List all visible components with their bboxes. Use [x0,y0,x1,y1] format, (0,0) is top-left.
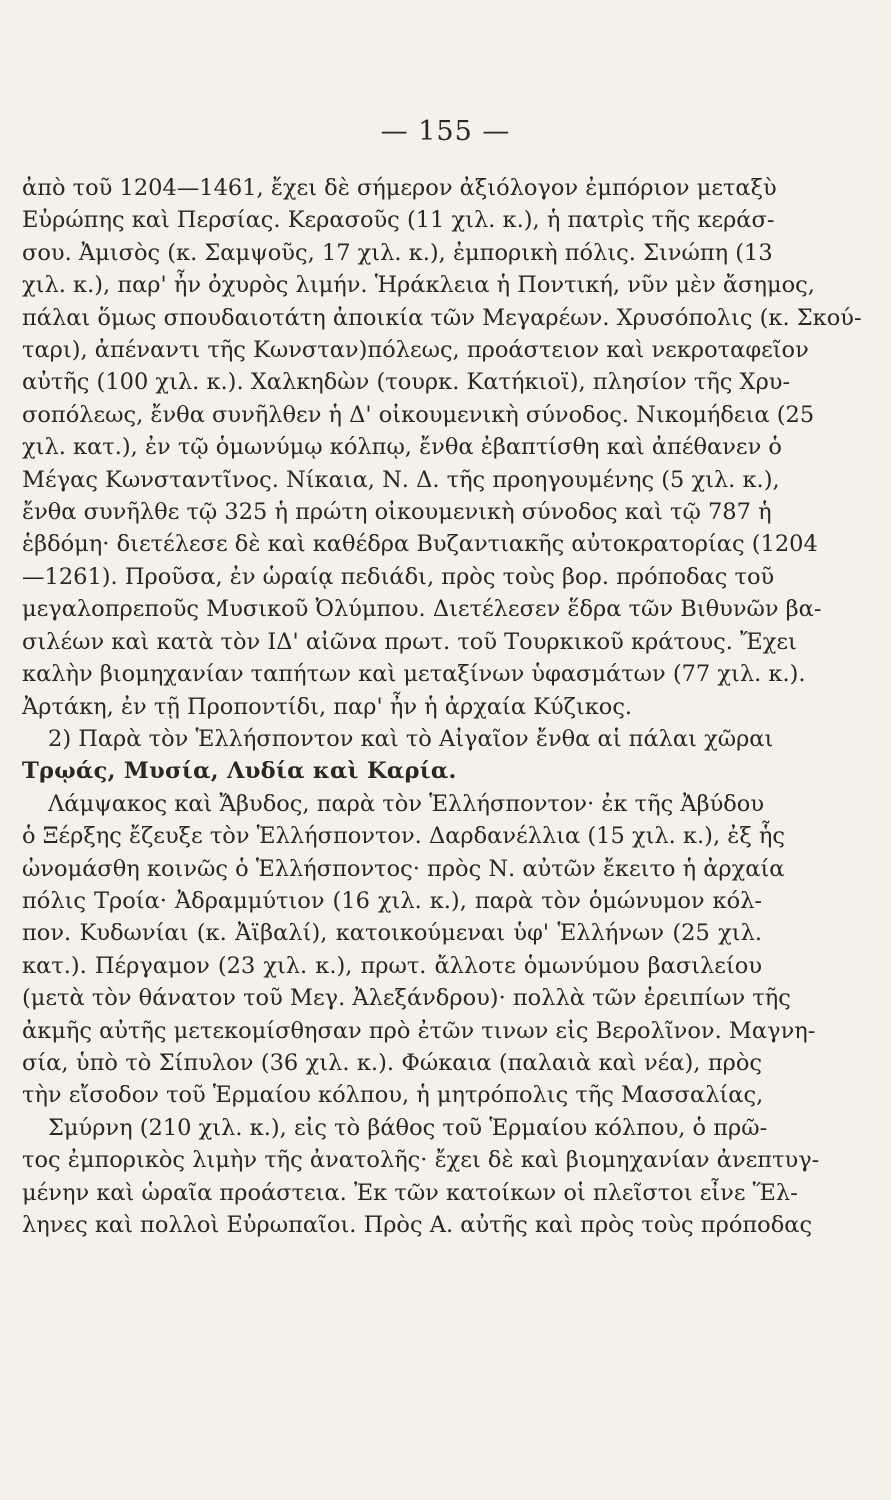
text-line: μένην καὶ ὡραῖα προάστεια. Ἐκ τῶν κατοίκων οἱ πλεῖστοι εἶνε Ἕλ- [22,1179,798,1206]
text-line: πον. Κυδωνίαι (κ. Ἀϊβαλί), κατοικούμεναι ὑφ' Ἑλλήνων (25 χιλ. [22,920,762,947]
text-line: αὐτῆς (100 χιλ. κ.). Χαλκηδὼν (τουρκ. Κατήκιοϊ), πλησίον τῆς Χρυ- [22,369,791,396]
text-line: (μετὰ τὸν θάνατον τοῦ Μεγ. Ἀλεξάνδρου)· πολλὰ τῶν ἐρειπίων τῆς [22,985,791,1012]
text-line: χιλ. κ.), παρ' ἦν ὀχυρὸς λιμήν. Ἡράκλεια ἡ Ποντική, νῦν μὲν ἄσημος, [22,272,815,299]
text-line: ἀκμῆς αὐτῆς μετεκομίσθησαν πρὸ ἐτῶν τινων εἰς Βερολῖνον. Μαγνη- [22,1017,816,1044]
text-line: ἀπὸ τοῦ 1204—1461, ἔχει δὲ σήμερον ἀξιόλογον ἐμπόριον μεταξὺ [22,175,777,201]
text-line: ὁ Ξέρξης ἔζευξε τὸν Ἑλλήσποντον. Δαρδανέλλια (15 χιλ. κ.), ἐξ ἧς [22,823,785,850]
text-line: Μέγας Κωνσταντῖνος. Νίκαια, Ν. Δ. τῆς προηγουμένης (5 χιλ. κ.), [22,466,780,493]
text-line: σοπόλεως, ἔνθα συνῆλθεν ἡ Δ' οἰκουμενικὴ σύνοδος. Νικομήδεια (25 [22,401,815,428]
text-line: σου. Ἀμισὸς (κ. Σαμψοῦς, 17 χιλ. κ.), ἐμπορικὴ πόλις. Σινώπη (13 [22,239,773,266]
text-line: μεγαλοπρεποῦς Μυσικοῦ Ὀλύμπου. Διετέλεσεν ἕδρα τῶν Βιθυνῶν βα- [22,596,822,623]
text-line: χιλ. κατ.), ἐν τῷ ὁμωνύμῳ κόλπῳ, ἔνθα ἐβαπτίσθη καὶ ἀπέθανεν ὁ [22,434,782,461]
text-line: ταρι), ἀπέναντι τῆς Κωνσταν)πόλεως, προάστειον καὶ νεκροταφεῖον [22,337,809,364]
text-line: σιλέων καὶ κατὰ τὸν ΙΔ' αἰῶνα πρωτ. τοῦ Τουρκικοῦ κράτους. Ἔχει [22,628,797,655]
text-line: πόλις Τροία· Ἀδραμμύτιον (16 χιλ. κ.), παρὰ τὸν ὁμώνυμον κόλ- [22,887,762,914]
text-line: Εὐρώπης καὶ Περσίας. Κερασοῦς (11 χιλ. κ.), ἡ πατρὶς τῆς κεράσ- [22,207,775,234]
text-line: ἑβδόμη· διετέλεσε δὲ καὶ καθέδρα Βυζαντιακῆς αὐτοκρατορίας (1204 [22,531,818,558]
text-line: πάλαι ὅμως σπουδαιοτάτη ἀποικία τῶν Μεγαρέων. Χρυσόπολις (κ. Σκού- [22,304,862,331]
text-line: 2) Παρὰ τὸν Ἑλλήσποντον καὶ τὸ Αἰγαῖον ἔνθα αἱ πάλαι χῶραι [48,725,774,752]
page-body-text [22,172,862,1241]
text-line: σία, ὑπὸ τὸ Σίπυλον (36 χιλ. κ.). Φώκαια (παλαιὰ καὶ νέα), πρὸς [22,1049,762,1076]
text-line: κατ.). Πέργαμον (23 χιλ. κ.), πρωτ. ἄλλοτε ὁμωνύμου βασιλείου [22,952,762,979]
text-line: τος ἐμπορικὸς λιμὴν τῆς ἀνατολῆς· ἔχει δὲ καὶ βιομηχανίαν ἀνεπτυγ- [22,1147,820,1174]
text-line: καλὴν βιομηχανίαν ταπήτων καὶ μεταξίνων ὑφασμάτων (77 χιλ. κ.). [22,661,806,688]
text-line: ὠνομάσθη κοινῶς ὁ Ἑλλήσποντος· πρὸς Ν. αὐτῶν ἔκειτο ἡ ἀρχαία [22,855,785,882]
text-line: Λάμψακος καὶ Ἄβυδος, παρὰ τὸν Ἑλλήσποντον· ἐκ τῆς Ἀβύδου [48,790,765,817]
text-line: ἔνθα συνῆλθε τῷ 325 ἡ πρώτη οἰκουμενικὴ σύνοδος καὶ τῷ 787 ἡ [22,499,772,526]
text-line: ληνες καὶ πολλοὶ Εὐρωπαῖοι. Πρὸς Α. αὐτῆς καὶ πρὸς τοὺς πρόποδας [22,1212,813,1238]
text-line: Σμύρνη (210 χιλ. κ.), εἰς τὸ βάθος τοῦ Ἑρμαίου κόλπου, ὁ πρῶ- [48,1114,768,1141]
text-line: τὴν εἴσοδον τοῦ Ἑρμαίου κόλπου, ἡ μητρόπολις τῆς Μασσαλίας, [22,1082,764,1109]
text-line: Ἀρτάκη, ἐν τῇ Προποντίδι, παρ' ἦν ἡ ἀρχαία Κύζικος. [22,693,633,720]
text-line: Τρῳάς, Μυσία, Λυδία καὶ Καρία. [22,758,457,785]
text-line: —1261). Προῦσα, ἐν ὡραίᾳ πεδιάδι, πρὸς τοὺς βορ. πρόποδας τοῦ [22,563,775,590]
page-number: — 155 — [380,116,511,147]
